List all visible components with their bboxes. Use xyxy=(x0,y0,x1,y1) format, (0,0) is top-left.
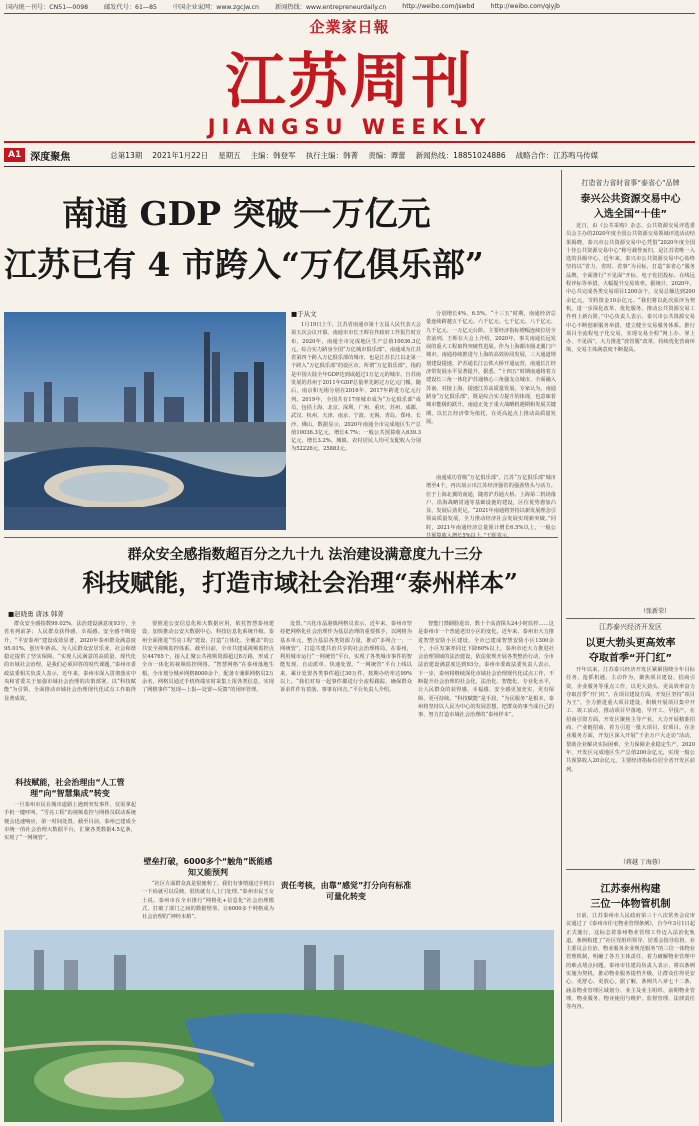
feature-subhead-tech: 科技赋能，社会治理由“人工管理”向“智慧集成”转变 xyxy=(15,778,125,798)
issue-number: 总第13期 xyxy=(110,150,143,160)
issue-info-bar xyxy=(4,145,695,165)
story1-kicker: 打造省力省时省事“泰省心”品牌 xyxy=(581,179,680,187)
story2-title-line1: 以更大勃头更高效率 xyxy=(585,638,676,649)
story2-text: 开年以来，江苏泰兴经济开发区紧紧围绕全年目标任务，抢抓机遇、主动作为，聚焦项目建设、招商引资、企业服务等重点工作，以更大劲头、更高效率奋力夺取首季“开门红”。在项目建设方面，开发区坚持“项目为王”，全力推进重大项目建设，积极开展项目集中开工、竣工活动，推动项目早落地、早开工、早投产。在招商引资方面，开发区聚焦主导产业，大力开展精准招商、产业链招商，着力引进一批大项目、好项目。在企业服务方面，开发区深入开展“千企万户大走访”活动，帮助企业解决实际困难，全力保障企业稳定生产。2020年，开发区完成地区生产总值200余亿元，实现一般公共预算收入20余亿元，主要经济指标位居全省开发区前列。 xyxy=(566,667,695,773)
lead-author: ■于从文 xyxy=(291,310,317,318)
story1-text: 近日，由《公共采购》杂志、公共资源交易评选委员会主办的2020年度全国公共资源交易领域评选活动结果揭晓，泰兴市公共资源交易中心凭借“2020年度全国十佳公共资源交易中心”称号载誉而归，是江苏省唯一入选的县级中心。近年来，泰兴市公共资源交易中心始终坚持以“省力、省时、省事”为目标，打造“泰省心”服务品牌，全面推行“不见面”开标、电子化招投标、在线远程评标等举措，大幅提升交易效率。据统计，2020年，中心共完成各类交易项目1200余个，交易总额达到200余亿元，节约资金10余亿元。“我们将以此次获评为契机，进一步深化改革、优化服务，推动公共资源交易工作再上新台阶。”中心负责人表示。泰兴市公共资源交易中心不断创新服务举措，建立健全交易服务体系。推行项目全流程电子化交易，实现交易全程“网上办、掌上办、不见面”。大力推进“放管服”改革，持续优化营商环境，交易主体满意度不断提高。 xyxy=(566,223,695,354)
lead-headline-line1: 南通 GDP 突破一万亿元 xyxy=(62,194,431,233)
masthead-subtitle: JIANGSU WEEKLY xyxy=(207,115,492,139)
park-aerial-illustration xyxy=(4,930,554,1122)
feature-photo-park xyxy=(4,930,554,1122)
feature-headline: 科技赋能，打造市域社会治理“泰州样本” xyxy=(82,568,518,597)
lead-column-3: 南通成功晋级“万亿俱乐部”，江苏“万亿俱乐部”城市增至4个，再次展示出江苏经济强省的强劲势头与活力。位于上海北翼的南通，随着沪苏通大桥、上海第二机场落户、沿海战略贯通等基础设施的建设，区位优势愈加凸显，发展后劲更足。“2021年南通将坚持以新发展理念引领高质量发展，全力推动经济社会发展实现新突破。”同时，2021年南通经济总量预计增长6.5%以上，一般公 xyxy=(426,475,556,531)
top-bar-item: 中国企业家网：www.zgcjw.cn xyxy=(172,4,259,11)
lead-column-2: 分别增长4%、6.5%。“十三五”时期，南通经济总量连续跨越五千亿元、六千亿元、七千亿元、八千亿元、九千亿元、一万亿元台阶。主要经济指标增幅连续位居全省前列。王晖在大会上介绍，2020年，事关南通长远发展的重大工程取得突破性进展。作为上海都市圈北翼门户城市，南通持续推进与上海的高效协同发展，三大通道规划建设提速，沪苏通长江公铁大桥开通运营，南通长江经济带发展水平显著提升。据悉，“十四五”时期南通将着力建设长三角一体化沪苏通核心三角强支点城市，全面融入苏南、对接上海、提速江苏高质量发展。专家认为，南通跻身“万亿俱乐部”，既是综合实力提升的体现，也意味着城市能级的跃升。南通正处于重大战略机遇期和发展关键期，以长江经济带为依托，在更高起点上推动高质量发展。 xyxy=(426,311,556,425)
page-number: A1 xyxy=(4,148,25,162)
exec-editor: 执行主编：韩菁 xyxy=(305,150,359,160)
masthead-title: 江苏周刊 xyxy=(225,47,474,117)
section-name: 深度聚焦 xyxy=(30,151,71,163)
feature-subhead-barriers: 壁垒打破，6000多个“触角”既能感知又能预判 xyxy=(143,857,273,877)
story1-title-line2: 入选全国“十佳” xyxy=(593,209,668,220)
story3-title-line2: 三位一体物管机制 xyxy=(590,899,671,910)
info-rule xyxy=(4,166,695,167)
partner: 战略合作：江苏鸣马传媒 xyxy=(515,150,599,160)
lead-headline-line2: 江苏已有 4 市跨入“万亿俱乐部” xyxy=(4,245,484,284)
story3-text: 日前，江苏泰州市人民政府第三十八次常务会议审议通过了《泰州市住宅物业管理条例》，自今年3月1日起正式施行。这标志着泰州物业管理工作迈入法治化轨道。条例构建了“社区党组织领导、居委会指导监督、业主委员会自治、物业服务企业规范服务”的三位一体物业管理机制，明确了各方主体责任，着力破解物业管理中的难点堵点问题。泰州市住建局负责人表示，将以条例实施为契机，推动物业服务提档升级，让群众住得更安心、更舒心、更放心。据了解，条例共八章七十二条，涵盖物业管理区域划分、业主及业主组织、前期物业管理、物业服务、物业使用与维护、监督管理、法律责任等内容。 xyxy=(566,913,695,1011)
story2-bottom-rule xyxy=(566,869,695,870)
top-bar-item: http://weibo.com/qiyjb xyxy=(490,3,560,10)
issue-date: 2021年1月22日 xyxy=(152,150,209,160)
story2-title-line2: 夺取首季“开门红” xyxy=(588,653,673,664)
feature-column-2b: “社区方面群众真是很便利了。我们有事情通过手机扫一下码就可以反映，很快就有人上门处理。”泰州市民王女士说。泰州市在全市推行“网格化+信息化”社会治理模式，打破了部门之间的数据壁垒，让6000多个网格成为社会治理的“神经末梢”。 xyxy=(142,881,274,921)
feature-column-1: 群众安全感指数99.02%，法治建设满意度93分，全省名列前茅；人民群众获得感、幸福感、安全感不断提升，“平安泰州”建设成效显著，2020年泰州群众满意度95.01%，创历年新高。为人民群众安居乐业、社会和谐稳定提供了坚实保障。“实现人民满意的高质量、现代化的市域社会治理，是我们必须回答的时代课题。”泰州市委政法委相关负责人表示，近年来，泰州市深入贯彻落实中央和省委关于加强市域社会治理的决策部署，以“科技赋能”为引领，全面推动市域社会治理现代化试点工作取得显著成效。 xyxy=(4,621,136,702)
story1-footer: （张新荣） xyxy=(640,608,671,615)
brand-logo: 企業家日報 xyxy=(309,18,390,36)
lead-photo-city-skyline xyxy=(4,312,286,530)
lead-column-1: 1月19日上午，江苏省南通市第十五届人民代表大会第五次会议开幕。南通市市长王晖在作政府工作报告时宣布，2020年，南通全市完成地区生产总值10036.3亿元，综合实力跻身全国“万亿城市俱乐部”。南通成为江苏省第四个跨入万亿俱乐部的城市，也是江苏长江以北第一个跨入“万亿俱乐部”的设区市。所谓“万亿俱乐部”，指的是中国大陆全年GDP达到或超过1万亿元的城市。自苏南发展的苏州于2011年GDP总量率先跨过万亿元门槛。随后，南京和无锡分别在2016年、2017年跨进万亿元行列。2019年，全国共有17座城市成为“万亿俱乐部”成员，包括上海、北京、深圳、广州、重庆、苏州、成都、武汉、杭州、天津、南京、宁波、无锡、青岛、郑州、长沙、佛山。数据显示，2020年南通全市完成地区生产总值10036.3亿元，增长4.7%；一般公共预算收入639.3亿元，增长3.2%。城镇、农村居民人均可支配收入分别为52226元、25883元。 xyxy=(291,322,421,453)
top-info-bar xyxy=(0,0,699,13)
city-skyline-illustration xyxy=(4,312,286,530)
feature-column-3: 处置。”兴化市晶港镇网格员表示。近年来，泰州市坚持把网格化社会治理作为基层治理的重要抓手，以网格为基本单元，整合基层各类资源力量，推动“多网合一、一网统管”，打造共建共治共享的社会治理格局。在泰州，利用城市运行“一网统管”平台，实现了各类城市事件的智能发现、自动派单、快速处置。“一网统管”平台上线以来，累计处置各类事件超过30万件，按期办结率达99%以上。“我们对每一起事件都进行全流程跟踪，确保群众诉求件件有着落、事事有回音。”平台负责人介绍。 xyxy=(280,621,412,694)
feature-subhead-assessment: 责任考核，由靠“感觉”打分向有标准可量化转变 xyxy=(280,881,412,901)
story1-bottom-rule xyxy=(566,618,695,619)
story1-title-line1: 泰兴公共资源交易中心 xyxy=(580,194,681,205)
feature-column-1b: 一旦泰州市民在城市道路上遇到突发事件，仅需拿起手机一键呼叫，“雪亮工程”的视频监控与网格员联动系统便会迅速响应，第一时间处置。截至目前，泰州已建成全市统一的社会治理大数据平台，汇聚各类数据4.5亿条，实现了“一网统管”。 xyxy=(4,802,136,842)
story3-title-line1: 江苏泰州构建 xyxy=(600,884,661,895)
feature-column-2: 要推进公安信息化和大数据应用，依托智慧泰州建设，加快推动公安大数据中心、科技信息化系统升级。泰州全面推进“雪亮工程”建设，打造“立体化、全覆盖”的公共安全视频监控体系。截至目前，全市共建成视频监控点位44765个，接入汇聚公共视频资源超过8万路，形成了全市一体化的视频监控网络。“智慧网格”在泰州落地生根，全市划分城乡网格8000余个，配备专兼职网格员2万余名，网格员通过手机终端实时采集上报各类信息，实现了网格事件“发现—上报—处置—反馈”的闭环管理。 xyxy=(142,621,274,694)
lead-bottom-rule xyxy=(4,537,558,538)
story2-footer: （蒋越 丁海蓉） xyxy=(620,859,664,866)
top-bar-item: http://weibo.com/jswbd xyxy=(402,3,475,10)
top-bar-item: 新闻热线：www.entrepreneurdaily.cn xyxy=(274,4,387,11)
right-column-divider xyxy=(561,170,562,1122)
feature-byline: ■赵晓勇 唐冰 韩菁 xyxy=(8,610,64,618)
reviewer: 责编：谭蕾 xyxy=(368,150,406,160)
feature-column-4: 智能门禁刷脸进出，数十个高清探头24小时监控……这是泰州市一个普通老旧小区的变化。近年来，泰州市大力推进智慧安防小区建设，全市已建成智慧安防小区1300余个，小区发案率同比下降60%以上。泰州市还大力推进社会治理领域的法治建设，依法依规开展各类整治行动，全市法治建设满意度达到93分。泰州市委政法委负责人表示，下一步，泰州将继续深化市域社会治理现代化试点工作，不断提升社会治理的社会化、法治化、智能化、专业化水平，让人民群众的获得感、幸福感、安全感更加充实、更有保障、更可持续。“科技赋能”是手段，“为民服务”是根本。泰州将坚持以人民为中心的发展思想，把群众的事当成自己的事，努力打造市域社会治理的“泰州样本”。 xyxy=(418,621,554,719)
masthead-rule xyxy=(4,141,695,143)
news-hotline: 新闻热线：18851024886 xyxy=(415,150,506,160)
feature-subhead: 群众安全感指数超百分之九十九 法治建设满意度九十三分 xyxy=(127,547,483,563)
issue-weekday: 星期五 xyxy=(218,150,241,160)
top-bar-item: 国内统一刊号：CN51—0098 xyxy=(6,4,89,11)
story2-kicker: 江苏泰兴经济开发区 xyxy=(599,623,662,631)
top-rule xyxy=(4,13,695,14)
chief-editor: 主编：韩登军 xyxy=(250,150,296,160)
top-bar-item: 邮发代号：61—85 xyxy=(104,4,157,11)
